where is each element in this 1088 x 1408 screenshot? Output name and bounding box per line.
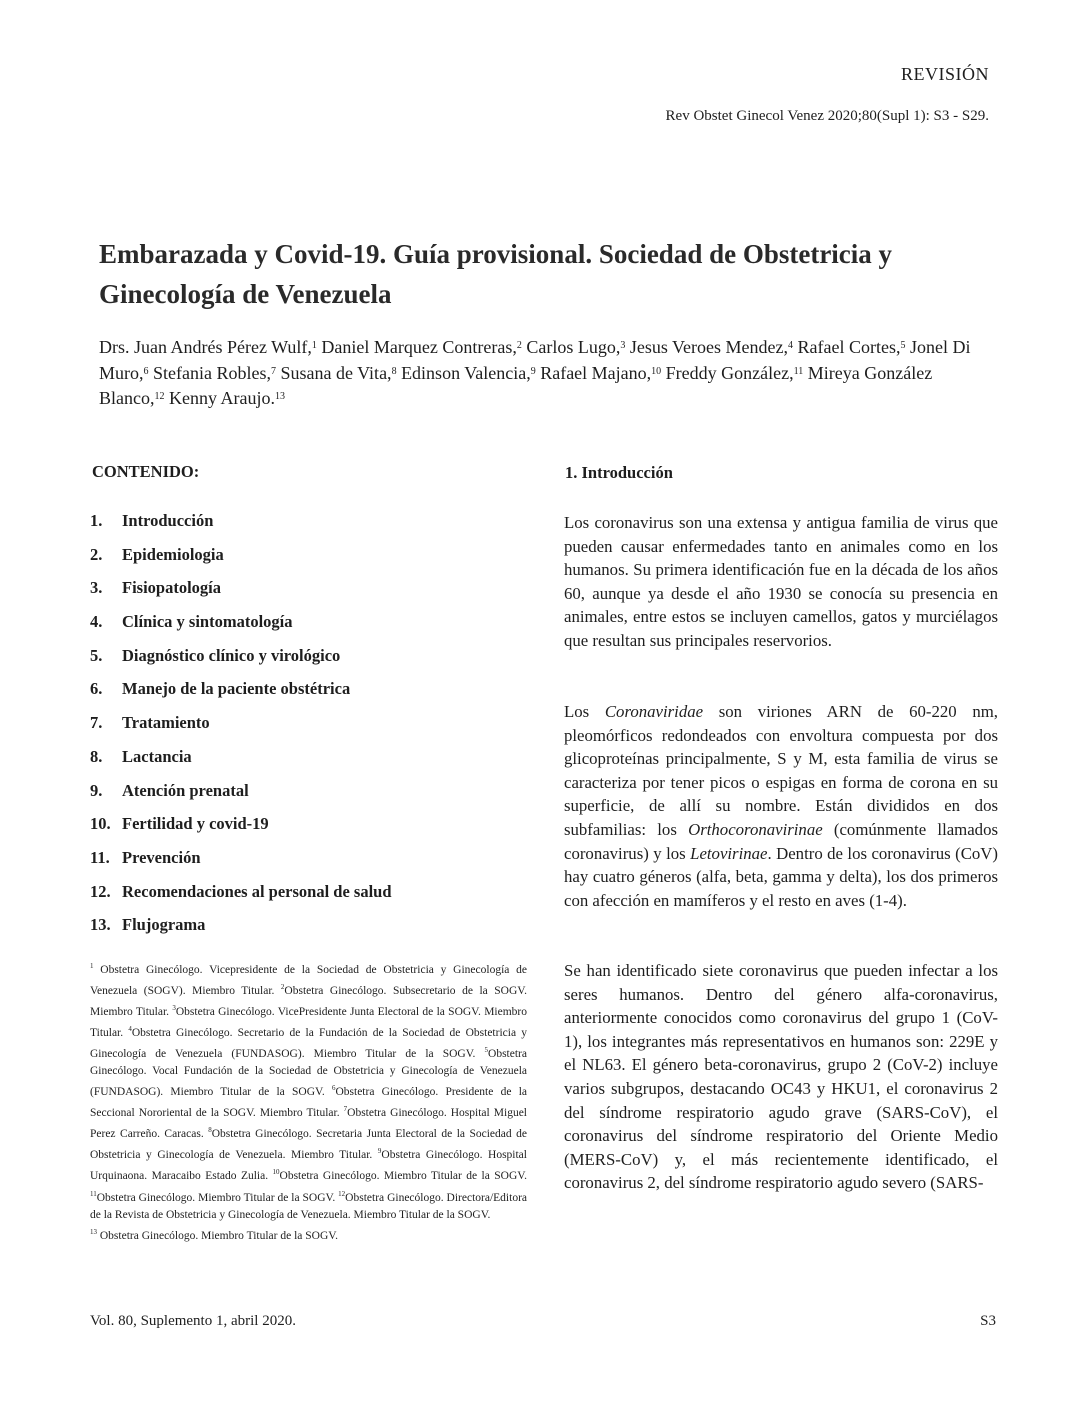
toc-item [90, 677, 530, 711]
toc-item-number: 3. [90, 578, 103, 598]
toc-item-number: 13. [90, 915, 111, 935]
toc-item-label: Lactancia [122, 746, 192, 766]
toc-item-number: 2. [90, 544, 103, 564]
table-of-contents [90, 509, 530, 947]
author-name: Susana de Vita, [280, 362, 392, 383]
toc-item-label: Tratamiento [122, 713, 210, 733]
footnote-text: Obstetra Ginecólogo. Secretario de la Fundación de la Sociedad de Obstetricia y Ginecología de Venezuela (FUNDASOG). Miembro Titular de la SOGV. [90, 1026, 527, 1060]
toc-item [90, 610, 530, 644]
text-run: . Dentro de los coronavirus (CoV) hay cuatro géneros (alfa, beta, gamma y delta), los dos primeros con afección en mamíferos y el resto en aves (1-4). [564, 843, 998, 910]
toc-item [90, 913, 530, 947]
toc-item [90, 711, 530, 745]
author-affiliation-mark: 6 [143, 365, 149, 377]
author-name: Edinson Valencia, [401, 362, 531, 383]
toc-item-number: 11. [90, 847, 110, 867]
author-affiliation-mark: 3 [620, 340, 626, 351]
author-name: Jonel Di Muro, [99, 337, 971, 383]
footnote-text: Obstetra Ginecólogo. Miembro Titular de la SOGV. [97, 1229, 338, 1242]
author-name: Mireya González Blanco, [99, 362, 933, 408]
footnote-mark: 8 [208, 1126, 212, 1135]
text-run: son viriones ARN de 60-220 nm, pleomórficos redondeados con envoltura compuesta por dos glicoproteínas principalmente, S y M, esta familia de virus se caracteriza por tener picos o espigas en forma de corona en su superficie, de allí su nombre. Están divididos en dos subfamilias: los [564, 702, 998, 839]
toc-item-number: 1. [90, 511, 103, 530]
toc-item [90, 812, 530, 846]
toc-item [90, 576, 530, 610]
affiliation-footnotes [90, 958, 527, 1245]
author-name: Kenny Araujo. [169, 388, 275, 408]
toc-item [90, 509, 530, 543]
footnote-mark: 2 [280, 983, 285, 992]
footnote-mark: 10 [272, 1168, 280, 1177]
toc-item-number: 5. [90, 645, 103, 665]
author-name: Daniel Marquez Contreras, [321, 337, 517, 357]
toc-item-label: Prevención [122, 847, 201, 867]
footnote-text: Obstetra Ginecólogo. Miembro Titular de la SOGV. [279, 1170, 527, 1183]
toc-item [90, 745, 530, 779]
footnote-text: Obstetra Ginecólogo. Secretaria Junta Electoral de la Sociedad de Obstetricia y Ginecología de Venezuela. Miembro Titular. [90, 1128, 527, 1162]
footnote-text: Obstetra Ginecólogo. Hospital Urquinaona. Maracaibo Estado Zulia. [90, 1149, 527, 1183]
toc-item-number: 8. [90, 746, 103, 766]
section-heading-introduction: 1. Introducción [565, 463, 673, 482]
author-name: Carlos Lugo, [526, 337, 621, 357]
author-affiliation-mark: 10 [651, 365, 662, 377]
author-affiliation-mark: 7 [270, 365, 276, 377]
toc-item-number: 6. [90, 679, 103, 699]
toc-item-label: Introducción [122, 511, 214, 530]
toc-item [90, 779, 530, 813]
toc-item-number: 9. [90, 780, 103, 800]
footnote-text: Obstetra Ginecólogo. Vocal Fundación de la Sociedad de Obstetricia y Ginecología de Venezuela (FUNDASOG). Miembro Titular de la SOGV. [90, 1047, 527, 1099]
body-paragraph: Se han identificado siete coronavirus que pueden infectar a los seres humanos. Dentro del género alfa-coronavirus, anteriormente conocidos como coronavirus del grupo 1 (CoV-1), los integrantes más representativos en humanos son: 229E y el NL63. El género beta-coronavirus, grupo 2 (CoV-2) incluye varios subgrupos, destacando OC43 y HKU1, el coronavirus 2 del síndrome respiratorio agudo grave (SARS-CoV), el coronavirus del síndrome respiratorio del Oriente Medio (MERS-CoV) y, el más recientemente identificado, el coronavirus 2, del síndrome respiratorio agudo severo (SARS- [564, 961, 998, 1193]
author-affiliation-mark: 8 [391, 365, 397, 377]
toc-item [90, 880, 530, 914]
footnote-text: Obstetra Ginecólogo. Hospital Miguel Perez Carreño. Caracas. [90, 1107, 527, 1141]
article-title: Embarazada y Covid-19. Guía provisional. Sociedad de Obstetricia y Ginecología de Venezuela [99, 239, 893, 309]
italic-term: Coronaviridae [604, 702, 704, 721]
body-paragraph: Los coronavirus son una extensa y antigua familia de virus que pueden causar enfermedades tanto en animales como en los humanos. Su primera identificación fue en la década de los años 60, aunque ya desde el año 1930 se conocía su presencia en animales, entre estos se incluyen camellos, gatos y murciélagos que resultan sus principales reservorios. [564, 513, 998, 650]
toc-item [90, 846, 530, 880]
footnote-text: Obstetra Ginecólogo. VicePresidente Junta Electoral de la SOGV. Miembro Titular. [90, 1005, 527, 1039]
footnote-mark: 6 [331, 1084, 336, 1093]
toc-item [90, 644, 530, 678]
text-run: (comúnmente llamados coronavirus) y los [564, 819, 998, 863]
author-affiliation-mark: 1 [311, 340, 317, 351]
author-list [99, 335, 999, 412]
author-name: Rafael Majano, [540, 362, 652, 383]
footnote-text: Obstetra Ginecólogo. Directora/Editora de la Revista de Obstetricia y Ginecología de Venezuela. Miembro Titular de la SOGV. [90, 1191, 528, 1221]
footnote-text: Obstetra Ginecólogo. Miembro Titular de la SOGV. [96, 1191, 339, 1204]
toc-item-number: 4. [90, 612, 103, 632]
author-affiliation-mark: 5 [900, 340, 906, 351]
italic-term: Letovirinae [690, 843, 768, 863]
toc-item [90, 543, 530, 577]
author-affiliation-mark: 2 [516, 340, 522, 351]
footnote-mark: 4 [128, 1025, 132, 1034]
footnote-mark: 13 [90, 1227, 97, 1236]
footnote-text: Obstetra Ginecólogo. Subsecretario de la SOGV. Miembro Titular. [90, 984, 527, 1018]
toc-item-label: Atención prenatal [122, 780, 249, 800]
author-name: Stefania Robles, [153, 362, 271, 383]
toc-item-label: Manejo de la paciente obstétrica [122, 679, 351, 699]
body-paragraph [564, 700, 998, 912]
footer-volume-info: Vol. 80, Suplemento 1, abril 2020. [90, 1313, 296, 1329]
footnote-mark: 5 [484, 1046, 489, 1055]
toc-item-label: Fisiopatología [122, 578, 222, 598]
author-name: Rafael Cortes, [797, 337, 901, 357]
toc-item-label: Recomendaciones al personal de salud [122, 881, 392, 901]
toc-item-label: Flujograma [122, 915, 206, 935]
author-affiliation-mark: 4 [787, 340, 793, 351]
section-label: REVISIÓN [901, 64, 989, 84]
footnote-mark: 9 [377, 1147, 382, 1156]
author-name: Drs. Juan Andrés Pérez Wulf, [99, 337, 312, 357]
author-affiliation-mark: 9 [530, 365, 536, 377]
author-name: Freddy González, [665, 362, 794, 383]
toc-item-label: Clínica y sintomatología [122, 612, 293, 632]
toc-item-label: Epidemiologia [122, 544, 224, 564]
author-affiliation-mark: 11 [793, 365, 804, 377]
footnote-mark: 3 [172, 1004, 176, 1013]
footnote-text: Obstetra Ginecólogo. Presidente de la Seccional Nororiental de la SOGV. Miembro Titular. [90, 1086, 527, 1120]
italic-term: Orthocoronavirinae [688, 819, 823, 839]
author-affiliation-mark: 12 [154, 391, 165, 402]
toc-item-number: 7. [90, 713, 103, 733]
footnote-mark: 1 [90, 962, 94, 970]
footnote-mark: 7 [343, 1105, 348, 1114]
contents-heading: CONTENIDO: [92, 462, 200, 481]
toc-item-number: 10. [90, 814, 111, 834]
toc-item-label: Fertilidad y covid-19 [122, 814, 269, 834]
toc-item-label: Diagnóstico clínico y virológico [122, 645, 341, 665]
toc-item-number: 12. [90, 881, 111, 901]
text-run: Los [564, 702, 605, 721]
footnote-mark: 12 [338, 1189, 346, 1198]
author-affiliation-mark: 13 [274, 391, 285, 402]
footnote-mark: 11 [90, 1189, 97, 1198]
page-number: S3 [980, 1313, 996, 1329]
author-name: Jesus Veroes Mendez, [629, 337, 788, 357]
footnote-text: Obstetra Ginecólogo. Vicepresidente de la Sociedad de Obstetricia y Ginecología de Venezuela (SOGV). Miembro Titular. [90, 963, 527, 997]
journal-citation: Rev Obstet Ginecol Venez 2020;80(Supl 1): S3 - S29. [665, 108, 989, 124]
